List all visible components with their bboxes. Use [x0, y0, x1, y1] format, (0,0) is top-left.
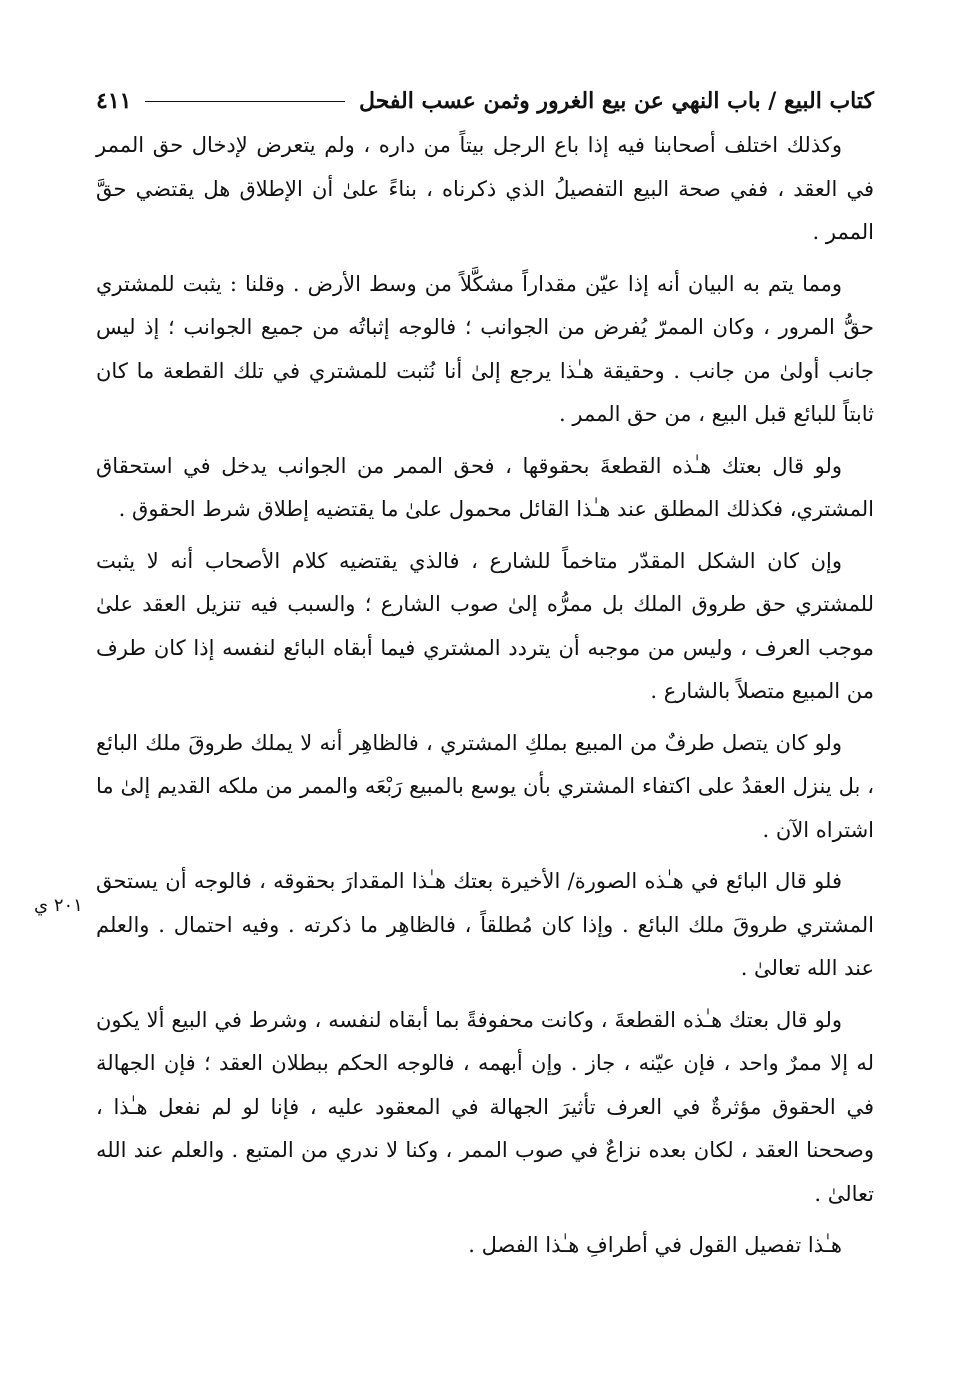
- header-title: كتاب البيع / باب النهي عن بيع الغرور وثمن عسب الفحل: [359, 88, 874, 114]
- paragraph-4: وإن كان الشكل المقدّر متاخماً للشارع ، فالذي يقتضيه كلام الأصحاب أنه لا يثبت للمشتري حق طروق الملك بل ممرُّه إلىٰ صوب الشارع ؛ والسبب فيه تنزيل العقد علىٰ موجب العرف ، وليس من موجبه أن يتردد المشتري فيما أبقاه البائع لنفسه إذا كان طرف من المبيع متصلاً بالشارع .: [96, 548, 874, 703]
- document-page: [96, 78, 874, 1276]
- paragraph-7: ولو قال بعتك هـٰذه القطعةَ ، وكانت محفوفةً بما أبقاه لنفسه ، وشرط في البيع ألا يكون له إلا ممرٌ واحد ، فإن عيّنه ، جاز . وإن أبهمه ، فالوجه الحكم ببطلان العقد ؛ فإن الجهالة في الحقوق مؤثرةٌ في العرف تأثيرَ الجهالة في المعقود عليه ، فإنا لو لم نفعل هـٰذا ، وصححنا العقد ، لكان بعده نزاعٌ في صوب الممر ، وكنا لا ندري من المتبع . والعلم عند الله تعالىٰ .: [96, 1007, 874, 1206]
- header-rule: [145, 101, 345, 102]
- paragraph-6: فلو قال البائع في هـٰذه الصورة/ الأخيرة بعتك هـٰذا المقدارَ بحقوقه ، فالوجه أن يستحق المشتري طروقَ ملك البائع . وإذا كان مُطلقاً ، فالظاهِر ما ذكرته . وفيه احتمال . والعلم عند الله تعالىٰ .: [96, 869, 874, 980]
- body-text: [96, 124, 874, 1268]
- paragraph-8: هـٰذا تفصيل القول في أطرافِ هـٰذا الفصل .: [468, 1233, 842, 1257]
- page-number: ٤١١: [96, 88, 132, 114]
- paragraph-2: ومما يتم به البيان أنه إذا عيّن مقداراً مشكَّلاً من وسط الأرض . وقلنا : يثبت للمشتري حقُّ المرور ، وكان الممرّ يُفرض من الجوانب ؛ فالوجه إثباتُه من جميع الجوانب ؛ إذ ليس جانب أولىٰ من جانب . وحقيقة هـٰذا يرجع إلىٰ أنا نُثبت للمشتري في تلك القطعة ما كان ثابتاً للبائع قبل البيع ، من حق الممر .: [96, 271, 874, 426]
- paragraph-1: وكذلك اختلف أصحابنا فيه إذا باع الرجل بيتاً من داره ، ولم يتعرض لإدخال حق الممر في العقد ، ففي صحة البيع التفصيلُ الذي ذكرناه ، بناءً علىٰ أن الإطلاق هل يقتضي حقَّ الممر .: [96, 133, 874, 244]
- running-header: [96, 78, 874, 124]
- margin-folio-note: ٢٠١ ي: [34, 895, 83, 916]
- paragraph-5: ولو كان يتصل طرفٌ من المبيع بملكِ المشتري ، فالظاهِر أنه لا يملك طروقَ ملك البائع ، بل ينزل العقدُ على اكتفاء المشتري بأن يوسع بالمبيع رَبْعَه والممر من ملكه القديم إلىٰ ما اشتراه الآن .: [96, 730, 874, 842]
- paragraph-3: ولو قال بعتك هـٰذه القطعةَ بحقوقها ، فحق الممر من الجوانب يدخل في استحقاق المشتري، فكذلك المطلق عند هـٰذا القائل محمول علىٰ ما يقتضيه إطلاق شرط الحقوق .: [96, 453, 874, 521]
